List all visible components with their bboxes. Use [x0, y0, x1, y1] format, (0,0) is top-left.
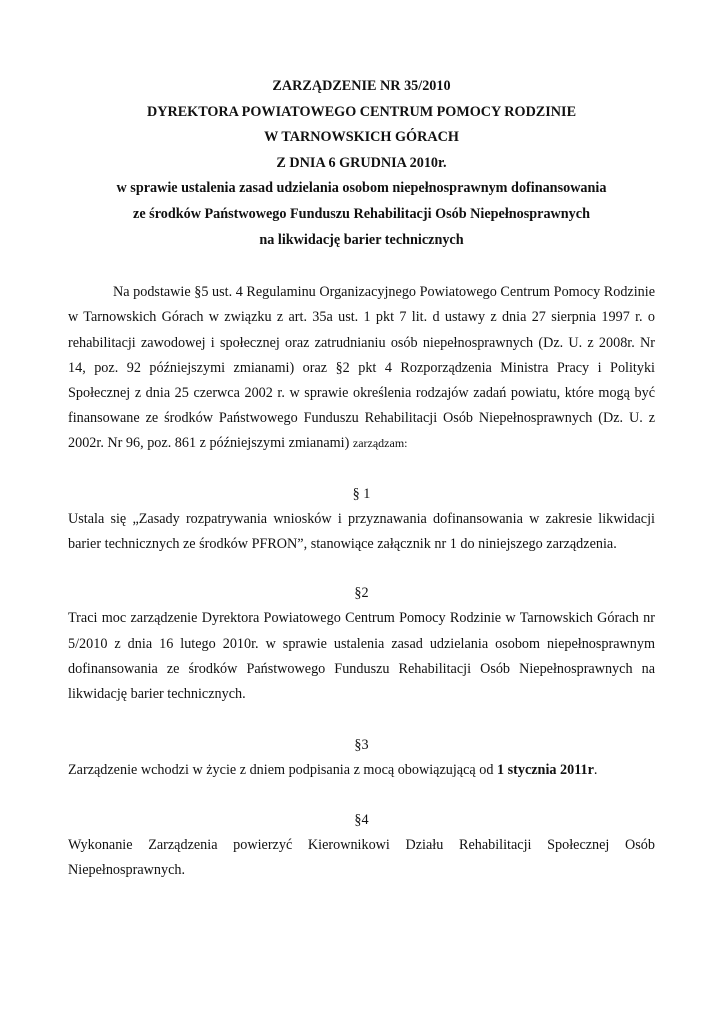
- section-4-text: Wykonanie Zarządzenia powierzyć Kierownikowi Działu Rehabilitacji Społecznej Osób Niepełnosprawnych.: [68, 836, 655, 879]
- issuer-title: DYREKTORA POWIATOWEGO CENTRUM POMOCY RODZINIE: [146, 103, 577, 120]
- effective-date: 1 stycznia 2011r: [496, 762, 594, 779]
- section-1-text: Ustala się „Zasady rozpatrywania wniosków i przyznawania dofinansowania w zakresie likwidacji barier technicznych ze środków PFRON”, stanowiące załącznik nr 1 do niniejszego zarządzenia.: [68, 510, 655, 552]
- ordinance-date: Z DNIA 6 GRUDNIA 2010r.: [276, 154, 447, 171]
- section-3-text-end: .: [593, 762, 598, 779]
- issuer-location: W TARNOWSKICH GÓRACH: [264, 129, 459, 146]
- section-4-title: §4: [354, 811, 369, 828]
- document-header: [68, 74, 655, 253]
- subject-line-2: ze środków Państwowego Funduszu Rehabilitacji Osób Niepełnosprawnych: [133, 205, 590, 222]
- subject-line-3: na likwidację barier technicznych: [259, 231, 464, 248]
- document-page: [68, 74, 655, 883]
- section-2-text: Traci moc zarządzenie Dyrektora Powiatowego Centrum Pomocy Rodzinie w Tarnowskich Górach nr 5/2010 z dnia 16 lutego 2010r. w sprawie ustalenia zasad udzielania osobom niepełnosprawnym dofinansowania ze środków Państwowego Funduszu Rehabilitacji Osób Niepełnosprawnych na likwidację barier technicznych.: [68, 610, 655, 702]
- section-1-title: § 1: [352, 485, 371, 502]
- section-3-text-start: Zarządzenie wchodzi w życie z dniem podpisania z mocą obowiązującą od: [68, 762, 497, 779]
- subject-line-1: w sprawie ustalenia zasad udzielania osobom niepełnosprawnym dofinansowania: [116, 180, 607, 197]
- section-2-title: §2: [354, 585, 369, 602]
- legal-basis-text: Na podstawie §5 ust. 4 Regulaminu Organizacyjnego Powiatowego Centrum Pomocy Rodzinie w Tarnowskich Górach w związku z art. 35a ust. 1 pkt 7 lit. d ustawy z dnia 27 sierpnia 1997 r. o rehabilitacji zawodowej i społecznej oraz zatrudnianiu osób niepełnosprawnych (Dz. U. z 2008r. Nr 14, poz. 92 późniejszymi zmianami) oraz §2 pkt 4 Rozporządzenia Ministra Pracy i Polityki Społecznej z dnia 25 czerwca 2002 r. w sprawie określenia rodzajów zadań powiatu, które mogą być finansowane ze środków Państwowego Funduszu Rehabilitacji Osób Niepełnosprawnych (Dz. U. z 2002r. Nr 96, poz. 861 z późniejszymi zmianami): [68, 284, 655, 452]
- ordinance-number: ZARZĄDZENIE NR 35/2010: [272, 78, 451, 94]
- section-3-title: §3: [354, 737, 369, 754]
- section-3-text: [68, 758, 655, 783]
- ordinance-closing: zarządzam:: [352, 436, 408, 451]
- legal-basis-paragraph: [68, 280, 655, 456]
